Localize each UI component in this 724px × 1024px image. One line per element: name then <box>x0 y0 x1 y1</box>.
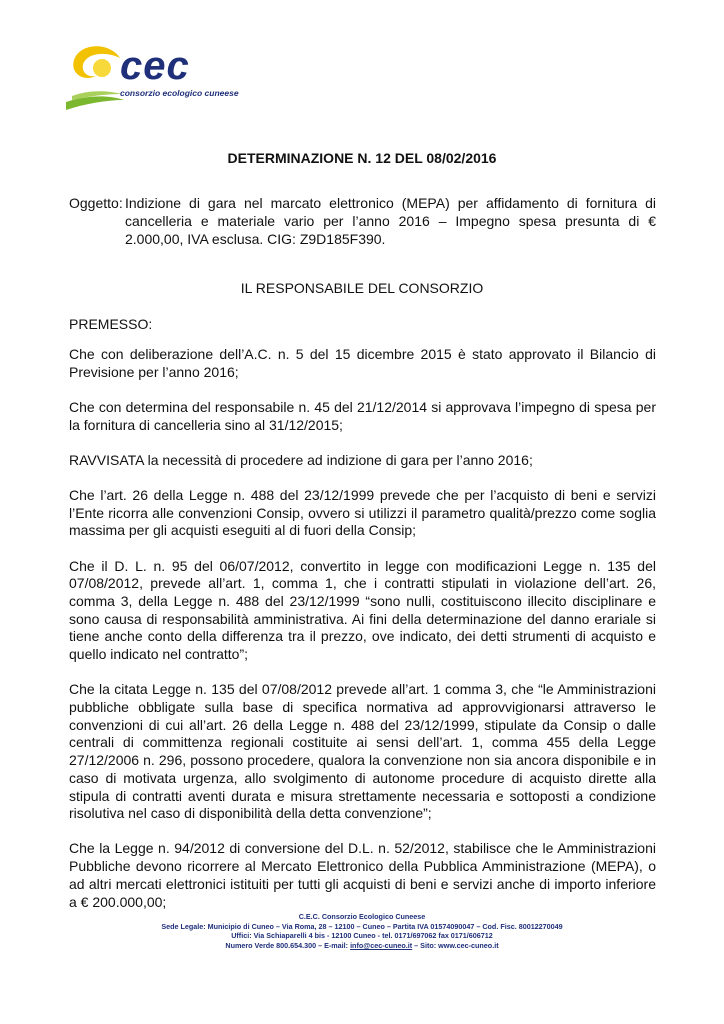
oggetto-block <box>69 194 656 248</box>
footer-site: – Sito: www.cec-cuneo.it <box>412 940 499 950</box>
paragraph: Che con deliberazione dell’A.C. n. 5 del 15 dicembre 2015 è stato approvato il Bilancio di Previsione per l’anno 2016; <box>69 346 656 380</box>
paragraph: Che la citata Legge n. 135 del 07/08/2012 prevede all’art. 1 comma 3, che “le Amministrazioni pubbliche obbligate sulla base di specifica normativa ad approvvigionarsi attraverso le convenzioni di cui all’art. 26 della Legge n. 488 del 23/12/1999, stipulate da Consip o dalle centrali di committenza regionali costituite ai sensi dell’art. 1, comma 455 della Legge 27/12/2006 n. 296, possono procedere, qualora la convenzione non sia ancora disponibile e in caso di motivata urgenza, allo svolgimento di autonome procedure di acquisto dirette alla stipula di contratti aventi durata e misura strettamente necessaria e sottoposti a condizione risolutiva nel caso di disponibilità della detta convenzione”; <box>69 681 656 822</box>
page-footer <box>0 912 724 950</box>
paragraph: RAVVISATA la necessità di procedere ad indizione di gara per l’anno 2016; <box>69 451 533 468</box>
footer-offices: Uffici: Via Schiaparelli 4 bis - 12100 Cuneo - tel. 0171/697062 fax 0171/606712 <box>231 931 493 941</box>
footer-email-link[interactable]: info@cec-cuneo.it <box>350 940 413 950</box>
paragraph: Che la Legge n. 94/2012 di conversione del D.L. n. 52/2012, stabilisce che le Amministrazioni Pubbliche devono ricorrere al Mercato Elettronico della Pubblica Amministrazione (MEPA), o ad altri mercati elettronici istituiti per tutti gli acquisti di beni e servizi anche di importo inferiore a € 200.000,00; <box>69 840 656 910</box>
premesso-heading: PREMESSO: <box>69 316 153 332</box>
logo-subtitle: consorzio ecologico cuneese <box>120 88 239 98</box>
paragraph: Che l’art. 26 della Legge n. 488 del 23/12/1999 prevede che per l’acquisto di beni e servizi l’Ente ricorra alle convenzioni Consip, ovvero si utilizzi il parametro qualità/prezzo come soglia massima per gli acquisti eseguiti al di fuori della Consip; <box>69 487 656 539</box>
footer-org: C.E.C. Consorzio Ecologico Cuneese <box>298 912 426 921</box>
footer-phone: Numero Verde 800.654.300 – E-mail: <box>225 940 351 950</box>
document-title: DETERMINAZIONE N. 12 DEL 08/02/2016 <box>227 150 497 166</box>
cec-logo <box>62 38 262 116</box>
paragraph: Che il D. L. n. 95 del 06/07/2012, convertito in legge con modificazioni Legge n. 135 del 07/08/2012, prevede all’art. 1, comma 1, che i contratti stipulati in violazione dell’art. 26, comma 3, della Legge n. 488 del 23/12/1999 “sono nulli, costituiscono illecito disciplinare e sono causa di responsabilità amministrativa. Ai fini della determinazione del danno erariale si tiene anche conto della differenza tra il prezzo, ove indicato, dei detti strumenti di acquisto e quello indicato nel contratto”; <box>69 557 656 663</box>
oggetto-label: Oggetto: <box>69 195 123 211</box>
paragraph: Che con determina del responsabile n. 45 del 21/12/2014 si approvava l’impegno di spesa per la fornitura di cancelleria sino al 31/12/2015; <box>69 398 656 433</box>
responsabile-heading: IL RESPONSABILE DEL CONSORZIO <box>240 280 484 296</box>
document-body <box>69 346 656 929</box>
logo-name: cec <box>120 44 190 88</box>
footer-address: Sede Legale: Municipio di Cuneo – Via Roma, 28 – 12100 – Cuneo – Partita IVA 01574090047 – Cod. Fisc. 80012270049 <box>161 921 563 931</box>
footer-contacts <box>0 941 724 951</box>
oggetto-text: Indizione di gara nel marcato elettronico (MEPA) per affidamento di fornitura di cancelleria e materiale vario per l’anno 2016 – Impegno spesa presunta di € 2.000,00, IVA esclusa. CIG: Z9D185F390. <box>125 195 656 247</box>
